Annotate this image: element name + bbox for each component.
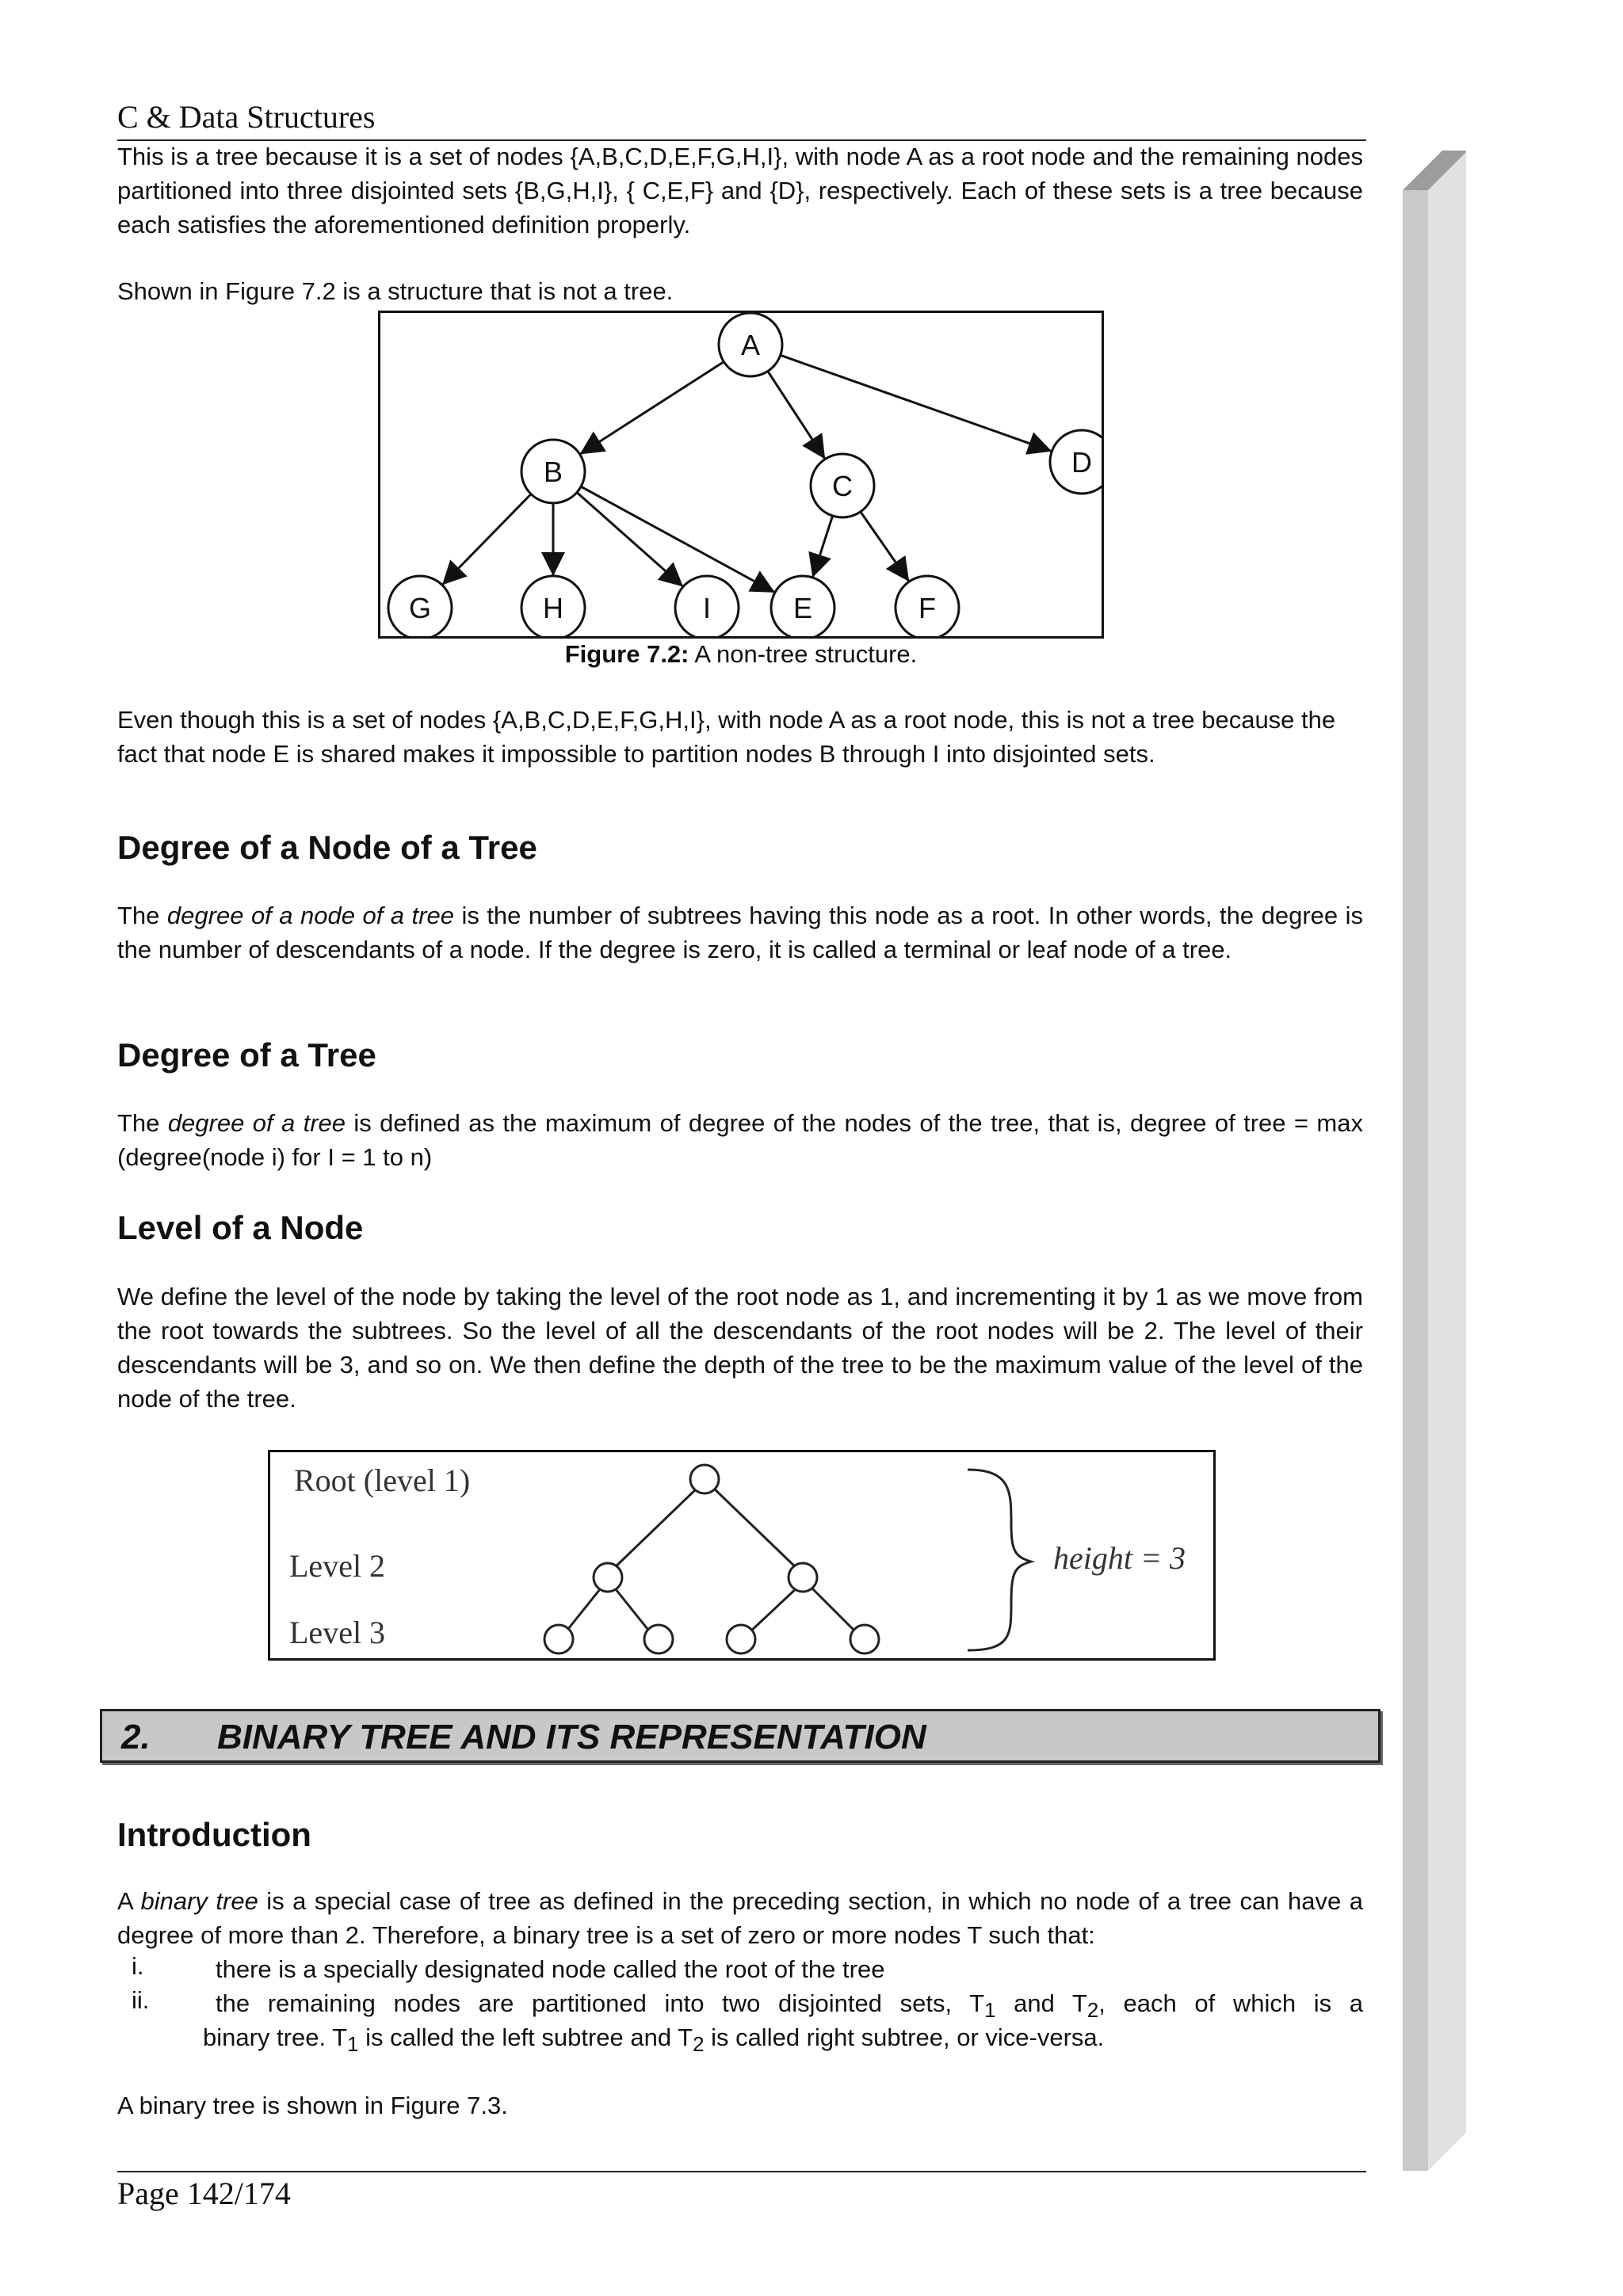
li2-sub1: 1 <box>984 2000 996 2023</box>
level-figure <box>268 1450 1216 1661</box>
dn-pre: The <box>117 902 167 929</box>
list-item-2-number: ii. <box>132 1986 150 2014</box>
edge-b-e <box>581 486 775 593</box>
heading-level-node: Level of a Node <box>117 1209 364 1246</box>
heading-degree-node: Degree of a Node of a Tree <box>117 829 537 866</box>
node-label-i: I <box>702 592 712 624</box>
level-2-label: Level 2 <box>289 1548 386 1584</box>
side-bar-bevel <box>1403 151 1466 2179</box>
dn-term: degree of a node of a tree <box>166 902 454 929</box>
li2-sub4: 2 <box>693 2034 705 2057</box>
edge-c-f <box>861 512 909 582</box>
section-number: 2. <box>121 1718 151 1756</box>
node-label-f: F <box>918 592 936 624</box>
li2-sub3: 1 <box>347 2034 359 2057</box>
non-tree-diagram <box>380 313 1102 636</box>
figure-7-2-caption <box>378 640 1104 669</box>
degree-tree-paragraph <box>117 1106 1363 1174</box>
page-number: Page 142/174 <box>117 2176 291 2211</box>
edge-b-i <box>577 493 683 587</box>
heading-degree-tree: Degree of a Tree <box>117 1036 376 1074</box>
height-label: height = 3 <box>1053 1540 1186 1576</box>
level-3-label: Level 3 <box>289 1615 386 1650</box>
degree-node-paragraph <box>117 898 1363 967</box>
bt-pre: A <box>117 1887 141 1915</box>
figure72-lead-in: Shown in Figure 7.2 is a structure that is not a tree. <box>117 277 674 305</box>
dt-term: degree of a tree <box>167 1109 346 1137</box>
dt-post: is defined as the maximum of degree of the nodes of the tree, that is, degree of tree = max (degree(node i) for I = 1 to n) <box>117 1109 1363 1171</box>
root-level-label: Root (level 1) <box>294 1463 471 1498</box>
edge-a-b <box>580 362 724 455</box>
level-paragraph: We define the level of the node by taking the level of the root node as 1, and incrementing it by 1 as we move from the root towards the subtrees. So the level of all the descendants of the root nodes will be 2. The level of their descendants will be 3, and so on. We then define the depth of the tree to be the maximum value of the level of the node of the tree. <box>117 1283 1363 1413</box>
li2-b: and T <box>995 1989 1087 2017</box>
bt-term: binary tree <box>140 1887 258 1915</box>
level-tree-diagram <box>270 1452 1213 1658</box>
caption-label: Figure 7.2: <box>564 640 689 668</box>
heading-introduction: Introduction <box>117 1816 311 1853</box>
li2-d: binary tree. T <box>203 2023 348 2051</box>
node-label-c: C <box>832 470 853 502</box>
node-label-g: G <box>408 592 432 624</box>
node-label-h: H <box>543 592 563 624</box>
edge-a-c <box>768 372 825 460</box>
dt-pre: The <box>117 1109 168 1137</box>
figure73-lead-in: A binary tree is shown in Figure 7.3. <box>117 2092 508 2119</box>
edge-b-g <box>442 494 531 585</box>
footer-rule <box>117 2171 1366 2172</box>
section-title: BINARY TREE AND ITS REPRESENTATION <box>217 1718 926 1756</box>
binary-tree-definition <box>117 1884 1363 1952</box>
li2-sub2: 2 <box>1086 2000 1099 2023</box>
li2-a: the remaining nodes are partitioned into two disjointed sets, T <box>216 1989 985 2017</box>
dn-post: is the number of subtrees having this node as a root. In other words, the degree is the number of descendants of a node. If the degree is zero, it is called a terminal or leaf node of a tree. <box>117 902 1364 963</box>
node-label-d: D <box>1071 446 1092 479</box>
li2-e: is called the left subtree and T <box>358 2023 693 2051</box>
node-label-e: E <box>792 592 813 624</box>
edge-a-d <box>781 355 1052 451</box>
list-item-1-number: i. <box>132 1952 144 1980</box>
non-tree-explanation: Even though this is a set of nodes {A,B,C,D,E,F,G,H,I}, with node A as a root node, this is not a tree because the fact that node E is shared makes it impossible to partition nodes B through I into disjointed sets. <box>117 706 1336 768</box>
li2-f: is called right subtree, or vice-versa. <box>704 2023 1105 2051</box>
intro-tree-paragraph: This is a tree because it is a set of nodes {A,B,C,D,E,F,G,H,I}, with node A as a root node and the remaining nodes partitioned into three disjointed sets {B,G,H,I}, { C,E,F} and {D}, respectively. Each of these sets is a tree because each satisfies the aforementioned definition properly. <box>117 143 1363 238</box>
list-item-2-line2 <box>203 2020 1363 2062</box>
edge-c-e <box>812 516 832 578</box>
li2-c: , each of which is a <box>1098 1989 1364 2017</box>
node-label-b: B <box>543 456 563 488</box>
caption-text: A non-tree structure. <box>689 640 918 668</box>
node-label-a: A <box>740 329 761 361</box>
running-header: C & Data Structures <box>117 99 376 135</box>
list-item-1-text: there is a specially designated node called the root of the tree <box>216 1955 885 1983</box>
figure-7-2 <box>378 311 1104 639</box>
bt-post: is a special case of tree as defined in the preceding section, in which no node of a tree can have a degree of more than 2. Therefore, a binary tree is a set of zero or more nodes T such that: <box>117 1887 1363 1949</box>
section-heading-bar <box>100 1709 1381 1763</box>
